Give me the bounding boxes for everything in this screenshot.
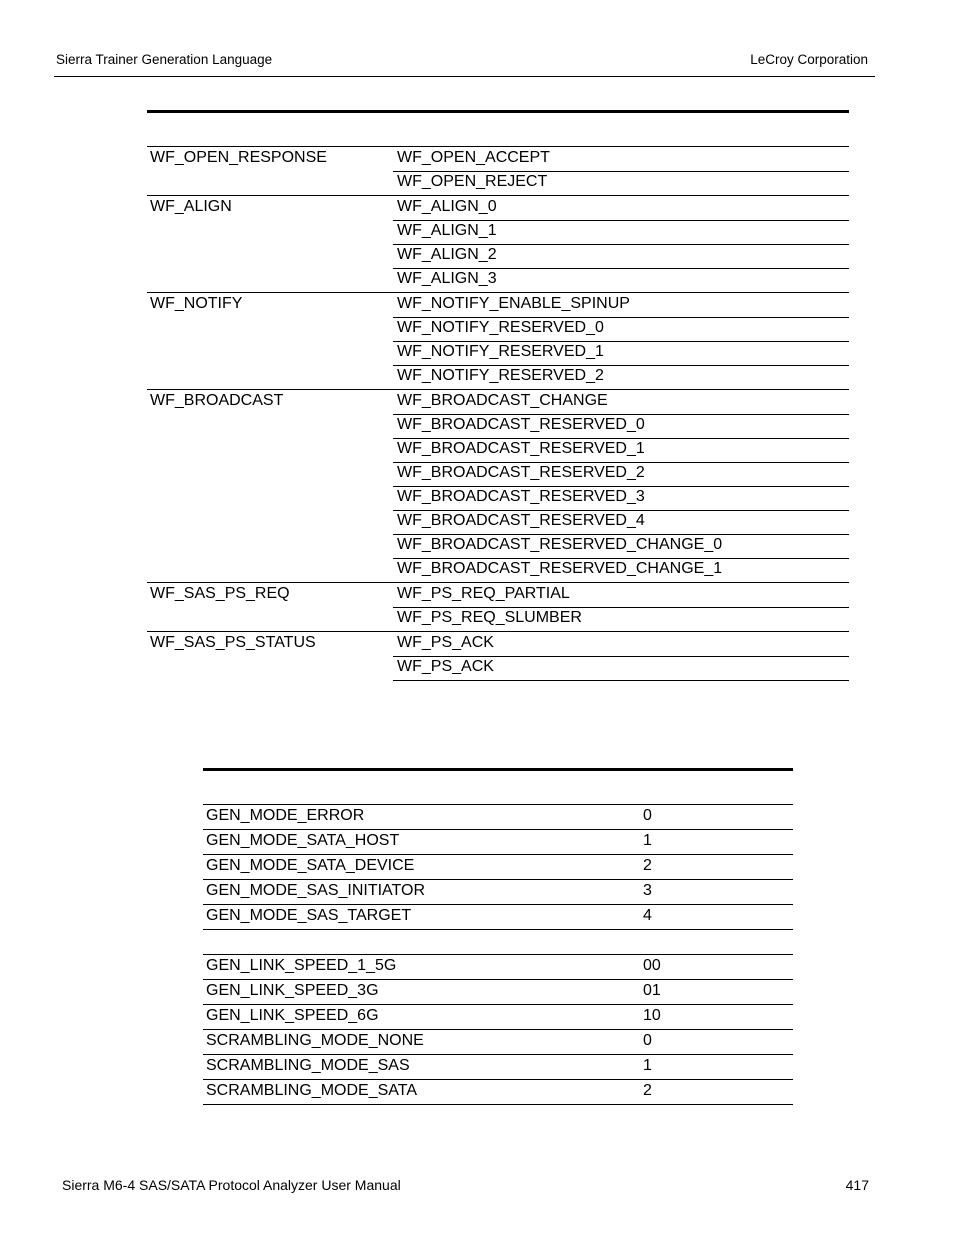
table-row — [147, 292, 849, 317]
table-row — [147, 438, 849, 462]
cell-name: GEN_MODE_SAS_INITIATOR — [206, 882, 426, 899]
cell-value: WF_PS_ACK — [397, 634, 494, 651]
table-row — [147, 631, 849, 656]
cell-name: GEN_LINK_SPEED_1_5G — [206, 957, 397, 974]
table-row — [203, 1054, 793, 1079]
cell-name: WF_NOTIFY — [150, 295, 243, 312]
table-top-rule — [147, 110, 849, 146]
table-row — [147, 462, 849, 486]
cell-value: 01 — [643, 982, 661, 999]
table-row — [203, 879, 793, 904]
cell-value: WF_PS_REQ_SLUMBER — [397, 609, 582, 626]
table-body — [203, 804, 793, 1104]
table-row — [147, 656, 849, 680]
cell-value: WF_BROADCAST_RESERVED_CHANGE_0 — [397, 536, 723, 553]
cell-name: SCRAMBLING_MODE_SATA — [206, 1082, 418, 1099]
cell-name: WF_SAS_PS_REQ — [150, 585, 290, 602]
table-row — [203, 929, 793, 954]
frame-values-table — [147, 110, 849, 681]
table-row — [147, 195, 849, 220]
table-row — [147, 534, 849, 558]
table-row — [147, 146, 849, 171]
cell-value: 4 — [643, 907, 652, 924]
cell-value: WF_NOTIFY_RESERVED_0 — [397, 319, 604, 336]
cell-value: 2 — [643, 857, 652, 874]
cell-name: SCRAMBLING_MODE_NONE — [206, 1032, 424, 1049]
table-row — [147, 171, 849, 195]
table-row — [147, 341, 849, 365]
cell-value: WF_ALIGN_3 — [397, 270, 497, 287]
table-row — [147, 365, 849, 389]
cell-value: 1 — [643, 832, 652, 849]
table-row — [203, 1079, 793, 1104]
cell-name: WF_BROADCAST — [150, 392, 284, 409]
cell-name: GEN_MODE_SATA_DEVICE — [206, 857, 415, 874]
table-row — [203, 854, 793, 879]
cell-value: WF_ALIGN_1 — [397, 222, 497, 239]
table-row — [147, 317, 849, 341]
cell-value: WF_NOTIFY_RESERVED_1 — [397, 343, 604, 360]
cell-value: WF_ALIGN_0 — [397, 198, 497, 215]
table-row — [203, 804, 793, 829]
cell-value: 2 — [643, 1082, 652, 1099]
cell-value: 3 — [643, 882, 652, 899]
cell-value: 0 — [643, 807, 652, 824]
cell-name: WF_OPEN_RESPONSE — [150, 149, 327, 166]
cell-value: WF_PS_REQ_PARTIAL — [397, 585, 570, 602]
table-row — [147, 268, 849, 292]
table-top-rule — [203, 768, 793, 804]
cell-value: WF_BROADCAST_RESERVED_3 — [397, 488, 645, 505]
table-row — [203, 979, 793, 1004]
table-row — [147, 389, 849, 414]
cell-value: WF_BROADCAST_RESERVED_CHANGE_1 — [397, 560, 723, 577]
cell-value: 00 — [643, 957, 661, 974]
cell-value: WF_BROADCAST_RESERVED_1 — [397, 440, 645, 457]
cell-value: WF_NOTIFY_RESERVED_2 — [397, 367, 604, 384]
table-row — [203, 1004, 793, 1029]
cell-value: WF_BROADCAST_RESERVED_2 — [397, 464, 645, 481]
cell-value: WF_BROADCAST_RESERVED_0 — [397, 416, 645, 433]
table-row — [147, 414, 849, 438]
cell-name: GEN_LINK_SPEED_6G — [206, 1007, 379, 1024]
cell-name: GEN_MODE_SAS_TARGET — [206, 907, 412, 924]
cell-value: WF_PS_ACK — [397, 658, 494, 675]
cell-name: WF_ALIGN — [150, 198, 232, 215]
header-rule — [54, 76, 875, 77]
cell-value: WF_OPEN_ACCEPT — [397, 149, 550, 166]
cell-value: 1 — [643, 1057, 652, 1074]
table-row — [147, 510, 849, 534]
generator-constants-table — [203, 768, 793, 1105]
table-row — [203, 954, 793, 979]
cell-name: WF_SAS_PS_STATUS — [150, 634, 316, 651]
cell-value: 0 — [643, 1032, 652, 1049]
table-row — [147, 582, 849, 607]
running-header-company: LeCroy Corporation — [750, 52, 868, 67]
cell-name: GEN_MODE_SATA_HOST — [206, 832, 400, 849]
cell-value: WF_NOTIFY_ENABLE_SPINUP — [397, 295, 630, 312]
table-row — [147, 558, 849, 582]
table-body — [147, 146, 849, 680]
cell-value: WF_OPEN_REJECT — [397, 173, 548, 190]
cell-value: WF_BROADCAST_CHANGE — [397, 392, 608, 409]
cell-value: WF_BROADCAST_RESERVED_4 — [397, 512, 645, 529]
cell-name: GEN_LINK_SPEED_3G — [206, 982, 379, 999]
table-bottom-rule — [203, 1104, 793, 1105]
table-row — [147, 607, 849, 631]
cell-name: SCRAMBLING_MODE_SAS — [206, 1057, 410, 1074]
table-bottom-rule — [393, 680, 849, 681]
page-number: 417 — [845, 1177, 869, 1193]
running-header-title: Sierra Trainer Generation Language — [56, 52, 273, 67]
table-row — [203, 904, 793, 929]
footer-manual-title: Sierra M6-4 SAS/SATA Protocol Analyzer User Manual — [62, 1177, 401, 1193]
table-row — [203, 1029, 793, 1054]
table-row — [147, 486, 849, 510]
cell-value: 10 — [643, 1007, 661, 1024]
cell-value: WF_ALIGN_2 — [397, 246, 497, 263]
table-row — [147, 244, 849, 268]
table-row — [147, 220, 849, 244]
cell-name: GEN_MODE_ERROR — [206, 807, 365, 824]
table-row — [203, 829, 793, 854]
